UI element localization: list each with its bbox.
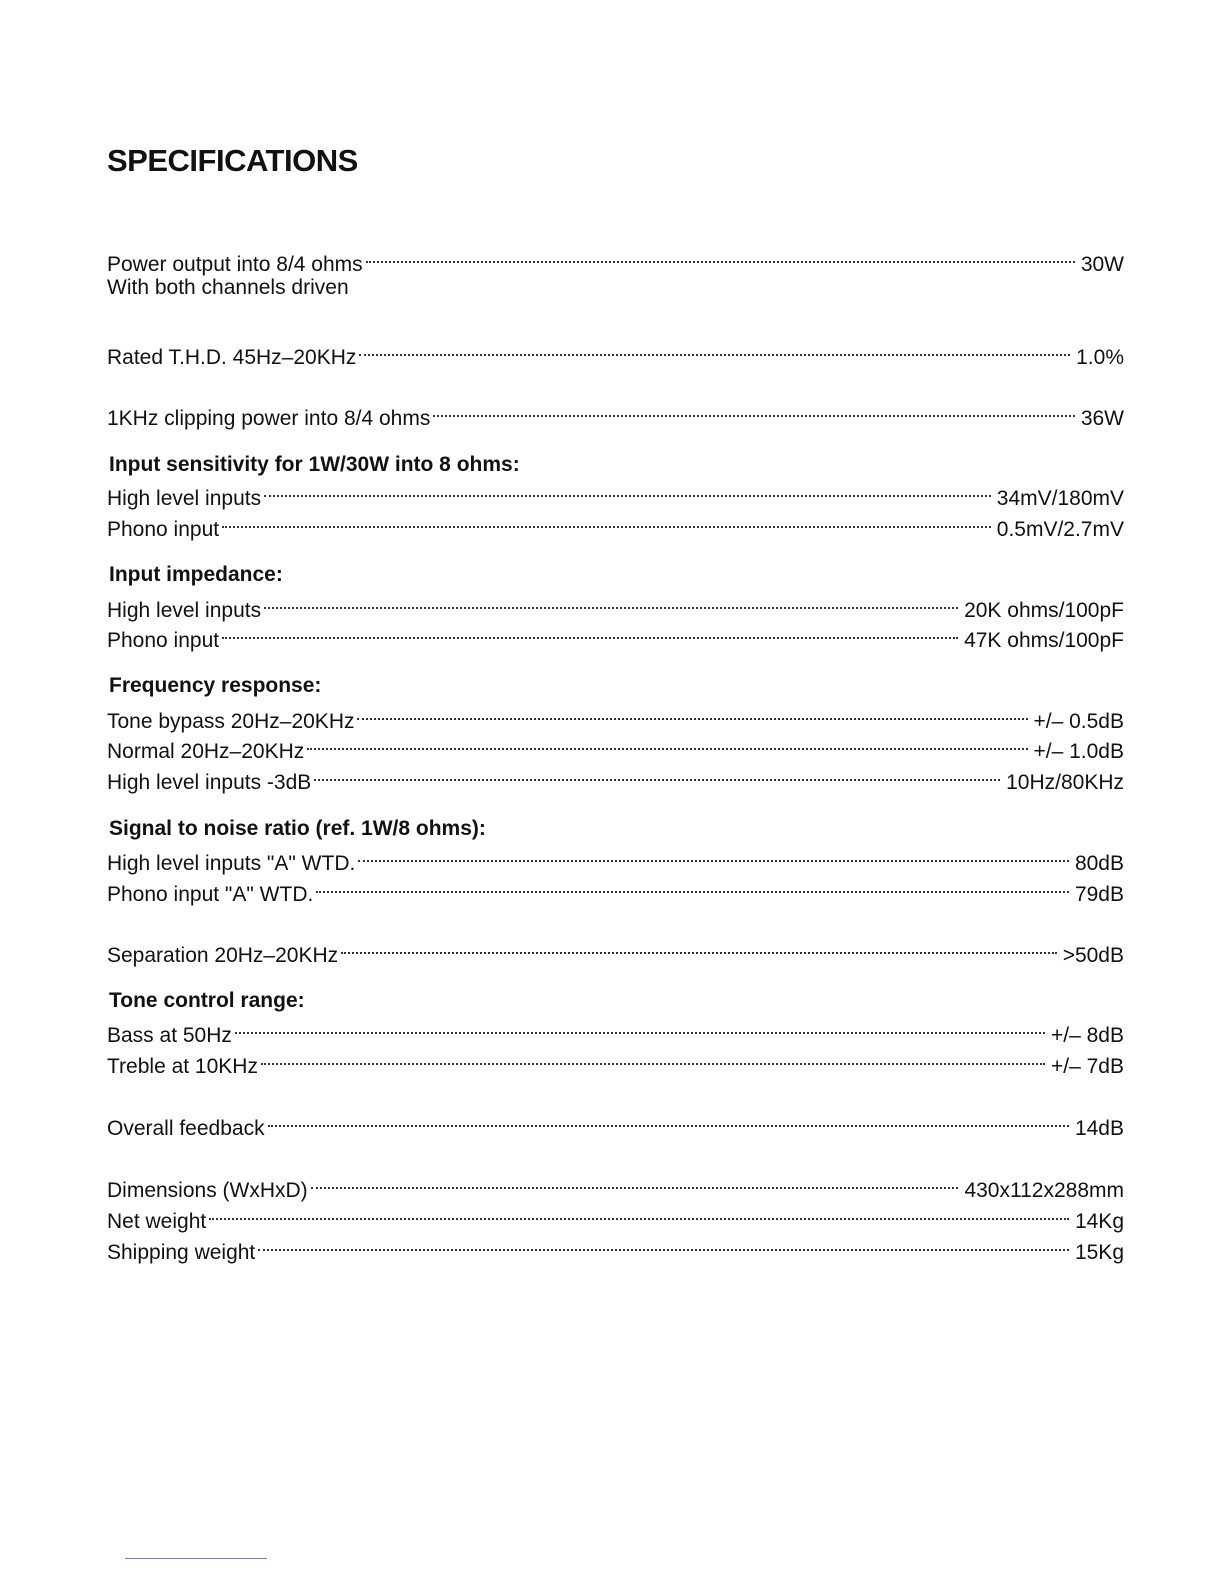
spec-label: Bass at 50Hz	[107, 1024, 232, 1047]
dot-leader	[316, 873, 1069, 901]
dot-leader	[341, 934, 1057, 962]
spec-note: With both channels driven	[107, 276, 349, 299]
spec-row	[107, 589, 1124, 622]
section-heading-impedance: Input impedance:	[109, 563, 283, 586]
spec-value: 20K ohms/100pF	[964, 599, 1124, 622]
spec-value: +/– 8dB	[1051, 1024, 1124, 1047]
dot-leader	[311, 1169, 959, 1197]
dot-leader	[222, 508, 991, 536]
spec-row-feedback	[107, 1107, 1124, 1140]
spec-value: 47K ohms/100pF	[964, 629, 1124, 652]
spec-value: 430x112x288mm	[964, 1179, 1124, 1202]
spec-value: 79dB	[1074, 883, 1124, 906]
spec-label: Overall feedback	[107, 1117, 265, 1140]
dot-leader	[264, 589, 958, 617]
spec-value: 10Hz/80KHz	[1006, 771, 1124, 794]
spec-value: 36W	[1080, 407, 1124, 430]
spec-value: 1.0%	[1076, 346, 1124, 369]
spec-row	[107, 619, 1124, 652]
section-heading-sensitivity: Input sensitivity for 1W/30W into 8 ohms:	[109, 453, 520, 476]
section-heading-frequency: Frequency response:	[109, 674, 322, 697]
dot-leader	[264, 477, 991, 505]
spec-value: +/– 1.0dB	[1033, 740, 1124, 763]
spec-row-power-output	[107, 243, 1124, 276]
spec-row	[107, 842, 1124, 875]
spec-value: >50dB	[1062, 944, 1124, 967]
dot-leader	[222, 619, 958, 647]
spec-label: Shipping weight	[107, 1241, 256, 1264]
spec-row	[107, 1014, 1124, 1047]
spec-value: 14Kg	[1074, 1210, 1124, 1233]
dot-leader	[314, 761, 1000, 789]
section-heading-snr: Signal to noise ratio (ref. 1W/8 ohms):	[109, 817, 486, 840]
dot-leader	[258, 1231, 1069, 1259]
spec-row	[107, 477, 1124, 510]
spec-value: 30W	[1080, 253, 1124, 276]
spec-row	[107, 873, 1124, 906]
dot-leader	[235, 1014, 1045, 1042]
spec-label: Phono input	[107, 629, 220, 652]
spec-row-thd	[107, 336, 1124, 369]
dot-leader	[359, 336, 1070, 364]
dot-leader	[268, 1107, 1069, 1135]
dot-leader	[366, 243, 1075, 271]
spec-value: +/– 0.5dB	[1033, 710, 1124, 733]
spec-row	[107, 508, 1124, 541]
spec-row-clipping	[107, 397, 1124, 430]
spec-label: Power output into 8/4 ohms	[107, 253, 363, 276]
footer-rule	[125, 1558, 267, 1559]
spec-row-dimensions	[107, 1169, 1124, 1202]
dot-leader	[357, 700, 1027, 728]
spec-row	[107, 761, 1124, 794]
spec-label: Normal 20Hz–20KHz	[107, 740, 305, 763]
spec-value: +/– 7dB	[1051, 1055, 1124, 1078]
spec-value: 34mV/180mV	[996, 487, 1124, 510]
spec-label: High level inputs	[107, 487, 262, 510]
spec-label: Rated T.H.D. 45Hz–20KHz	[107, 346, 357, 369]
spec-label: Separation 20Hz–20KHz	[107, 944, 339, 967]
spec-row-shipping-weight	[107, 1231, 1124, 1264]
spec-label: High level inputs "A" WTD.	[107, 852, 356, 875]
spec-value: 14dB	[1074, 1117, 1124, 1140]
spec-row	[107, 1045, 1124, 1078]
spec-label: Net weight	[107, 1210, 207, 1233]
spec-label: Phono input "A" WTD.	[107, 883, 314, 906]
spec-label: Phono input	[107, 518, 220, 541]
spec-label: 1KHz clipping power into 8/4 ohms	[107, 407, 431, 430]
dot-leader	[358, 842, 1069, 870]
spec-value: 0.5mV/2.7mV	[996, 518, 1124, 541]
spec-label: High level inputs	[107, 599, 262, 622]
dot-leader	[307, 730, 1027, 758]
spec-row	[107, 700, 1124, 733]
dot-leader	[209, 1200, 1069, 1228]
spec-row-net-weight	[107, 1200, 1124, 1233]
spec-value: 15Kg	[1074, 1241, 1124, 1264]
page-title: SPECIFICATIONS	[107, 143, 358, 178]
spec-label: Dimensions (WxHxD)	[107, 1179, 308, 1202]
spec-row-separation	[107, 934, 1124, 967]
spec-label: Treble at 10KHz	[107, 1055, 258, 1078]
dot-leader	[433, 397, 1074, 425]
spec-value: 80dB	[1074, 852, 1124, 875]
spec-label: High level inputs -3dB	[107, 771, 312, 794]
section-heading-tone: Tone control range:	[109, 989, 305, 1012]
spec-label: Tone bypass 20Hz–20KHz	[107, 710, 355, 733]
spec-row	[107, 730, 1124, 763]
dot-leader	[261, 1045, 1045, 1073]
